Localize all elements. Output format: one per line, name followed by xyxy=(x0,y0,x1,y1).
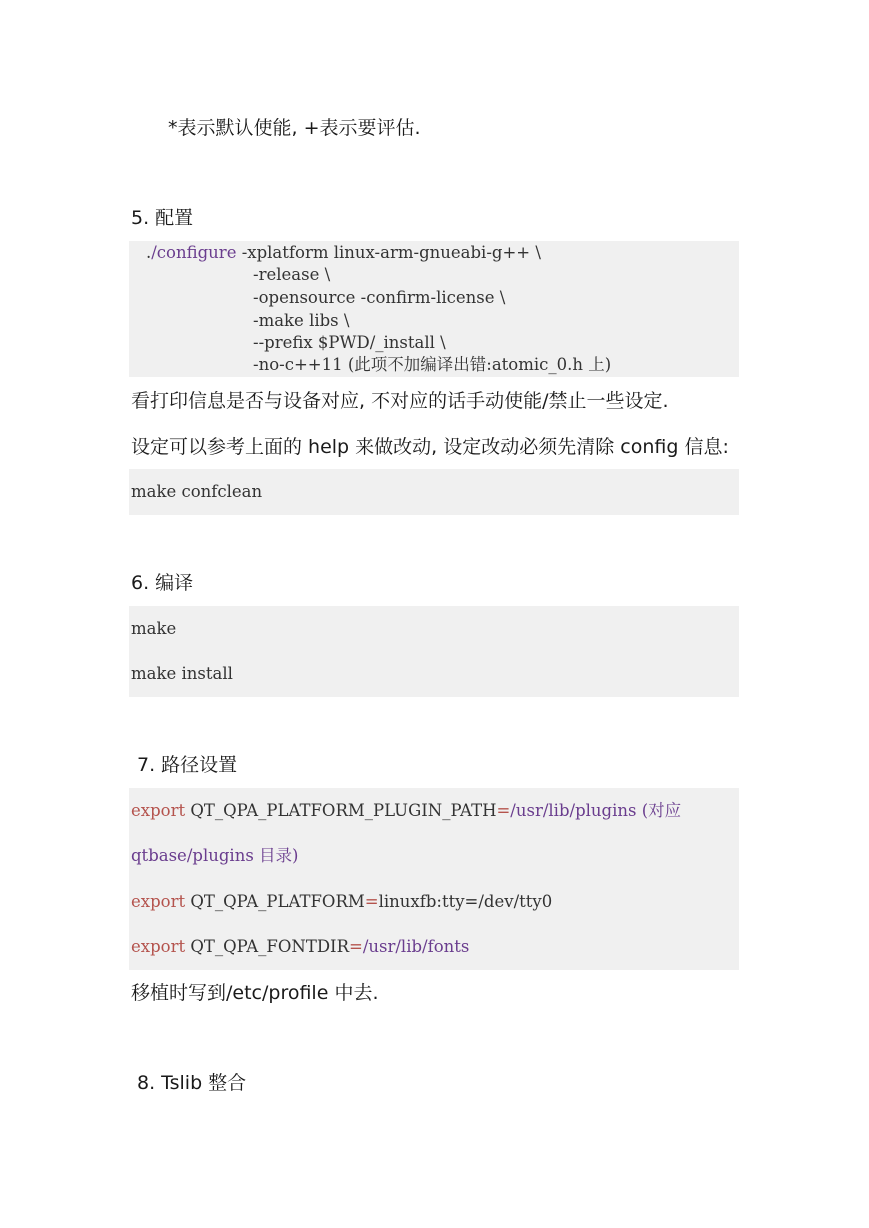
code-text: QT_QPA_PLATFORM xyxy=(185,892,365,911)
paragraph-profile: 移植时写到/etc/profile 中去. xyxy=(131,982,379,1004)
section-heading-configure: 5. 配置 xyxy=(131,207,194,229)
code-line xyxy=(131,936,469,958)
code-text: QT_QPA_FONTDIR xyxy=(185,937,349,956)
code-text: /usr/lib/fonts xyxy=(362,937,470,956)
env-code-block xyxy=(129,788,739,970)
code-text: /usr/lib/plugins (对应 xyxy=(510,801,682,820)
intro-note: *表示默认使能, +表示要评估. xyxy=(168,117,421,139)
code-text: /configure xyxy=(151,243,237,262)
code-keyword: export xyxy=(131,892,186,911)
code-keyword: export xyxy=(131,801,186,820)
code-line: make confclean xyxy=(131,482,263,501)
code-text: -xplatform linux-arm-gnueabi-g++ \ xyxy=(236,243,541,262)
code-text: = xyxy=(496,801,511,820)
code-line: -make libs \ xyxy=(253,311,350,330)
code-text: QT_QPA_PLATFORM_PLUGIN_PATH xyxy=(185,801,497,820)
section-heading-build: 6. 编译 xyxy=(131,572,194,594)
code-line xyxy=(131,891,552,913)
paragraph-check-output: 看打印信息是否与设备对应, 不对应的话手动使能/禁止一些设定. xyxy=(131,390,669,412)
code-line: make install xyxy=(131,664,233,683)
paragraph-help-note: 设定可以参考上面的 help 来做改动, 设定改动必须先清除 config 信息: xyxy=(131,436,729,458)
code-keyword: export xyxy=(131,937,186,956)
section-heading-path: 7. 路径设置 xyxy=(137,754,238,776)
code-text: linuxfb:tty=/dev/tty0 xyxy=(378,892,553,911)
build-code-block xyxy=(129,606,739,697)
confclean-code-block xyxy=(129,469,739,515)
code-line xyxy=(146,242,541,264)
code-line: -no-c++11 (此项不加编译出错:atomic_0.h 上) xyxy=(253,355,612,374)
code-line: -release \ xyxy=(253,265,331,284)
code-line: -opensource -confirm-license \ xyxy=(253,288,506,307)
configure-code-block xyxy=(129,241,739,377)
code-line: qtbase/plugins 目录) xyxy=(131,846,299,865)
code-line: --prefix $PWD/_install \ xyxy=(253,333,446,352)
code-line: make xyxy=(131,619,177,638)
code-line xyxy=(131,800,681,822)
section-heading-tslib: 8. Tslib 整合 xyxy=(137,1072,247,1094)
code-text: = xyxy=(349,937,363,956)
code-text: . xyxy=(146,243,152,262)
code-text: = xyxy=(364,892,379,911)
